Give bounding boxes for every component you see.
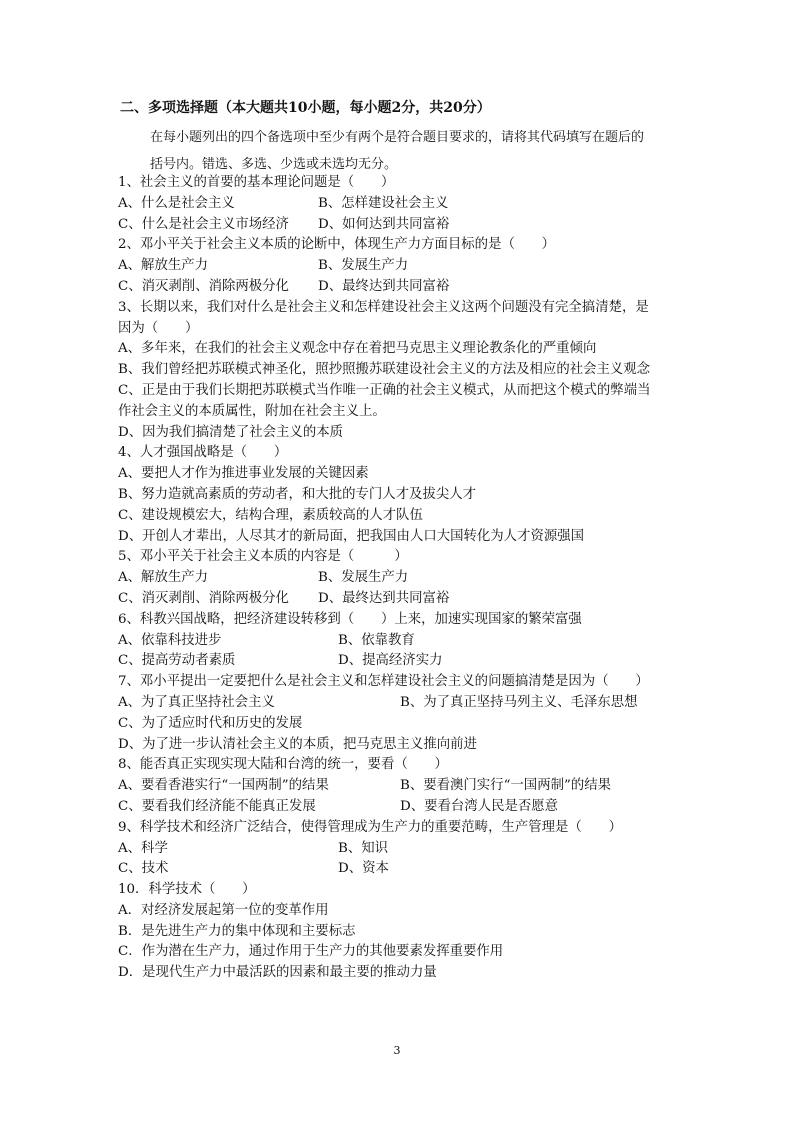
question-line [118,527,678,548]
line-text: A、多年来，在我们的社会主义观念中存在着把马克思主义理论教条化的严重倾向 [118,341,597,357]
question-line [118,235,678,256]
question-line [118,423,678,444]
question-line [118,464,678,485]
question-list [118,173,678,984]
line-text: 3、长期以来，我们对什么是社会主义和怎样建设社会主义这两个问题没有完全搞清楚，是 [118,299,649,315]
question-line [118,651,678,672]
question-line [118,839,678,860]
question-line [118,755,678,776]
line-text: C、为了适应时代和历史的发展 [118,715,303,731]
question-line [118,631,678,652]
line-text: 作社会主义的本质属性，附加在社会主义上。 [118,403,386,419]
option-second-column: B、知识 [338,840,389,856]
line-text: 5、邓小平关于社会主义本质的内容是（ ） [118,549,408,565]
line-text: 8、能否真正实现实现大陆和台湾的统一，要看（ ） [118,757,448,773]
line-text: D、因为我们搞清楚了社会主义的本质 [118,424,343,440]
question-line [118,194,678,215]
line-text: B、努力造就高素质的劳动者，和大批的专门人才及拔尖人才 [118,486,476,502]
question-line [118,443,678,464]
line-text: A、科学 [118,840,168,856]
line-text: A、什么是社会主义 [118,195,235,211]
question-line [118,485,678,506]
question-line [118,776,678,797]
question-line [118,922,678,943]
question-line [118,360,678,381]
option-second-column: D、提高经济实力 [338,653,443,669]
line-text: 6、科教兴国战略，把经济建设转移到（ ）上来，加速实现国家的繁荣富强 [118,611,582,627]
line-text: A．对经济发展起第一位的变革作用 [118,902,329,918]
option-second-column: B、为了真正坚持马列主义、毛泽东思想 [400,694,638,710]
question-line [118,381,678,402]
line-text: 2、邓小平关于社会主义本质的论断中，体现生产力方面目标的是（ ） [118,237,556,253]
line-text: A、依靠科技进步 [118,632,222,648]
line-text: C、建设规模宏大，结构合理，素质较高的人才队伍 [118,507,423,523]
line-text: A、解放生产力 [118,258,209,274]
question-line [118,319,678,340]
line-text: A、要看香港实行“一国两制”的结果 [118,778,329,794]
question-line [118,672,678,693]
line-text: 因为（ ） [118,320,199,336]
question-line [118,589,678,610]
line-text: D、开创人才辈出，人尽其才的新局面，把我国由人口大国转化为人才资源强国 [118,528,585,544]
question-line [118,298,678,319]
line-text: D．是现代生产力中最活跃的因素和最主要的推动力量 [118,965,437,981]
question-line [118,277,678,298]
line-text: C、正是由于我们长期把苏联模式当作唯一正确的社会主义模式，从而把这个模式的弊端当 [118,382,651,398]
question-line [118,215,678,236]
question-line [118,735,678,756]
line-text: 9、科学技术和经济广泛结合，使得管理成为生产力的重要范畴，生产管理是（ ） [118,819,622,835]
line-text: A、要把人才作为推进事业发展的关键因素 [118,466,369,482]
line-text: C、要看我们经济能不能真正发展 [118,798,316,814]
question-line [118,942,678,963]
line-text: C、消灭剥削、消除两极分化 [118,590,289,606]
question-line [118,880,678,901]
line-text: 4、人才强国战略是（ ） [118,445,288,461]
option-second-column: B、发展生产力 [318,570,409,586]
line-text: 10．科学技术（ ） [118,882,256,898]
instructions-line-2: 括号内。错选、多选、少选或未选均无分。 [150,157,398,172]
option-second-column: B、要看澳门实行“一国两制”的结果 [400,778,611,794]
section-title: 二、多项选择题（本大题共10小题，每小题2分，共20分） [120,100,491,116]
question-line [118,506,678,527]
option-second-column: B、怎样建设社会主义 [318,195,449,211]
line-text: 7、邓小平提出一定要把什么是社会主义和怎样建设社会主义的问题搞清楚是因为（ ） [118,674,649,690]
line-text: B．是先进生产力的集中体现和主要标志 [118,923,356,939]
question-line [118,610,678,631]
question-line [118,256,678,277]
question-line [118,963,678,984]
question-line [118,568,678,589]
question-line [118,693,678,714]
page-number: 3 [393,1044,401,1057]
question-line [118,714,678,735]
question-line [118,173,678,194]
option-second-column: B、发展生产力 [318,258,409,274]
question-line [118,859,678,880]
line-text: C、消灭剥削、消除两极分化 [118,278,289,294]
option-second-column: D、最终达到共同富裕 [318,278,450,294]
line-text: C、技术 [118,861,169,877]
option-second-column: D、资本 [338,861,389,877]
option-second-column: D、要看台湾人民是否愿意 [400,798,559,814]
line-text: C．作为潜在生产力，通过作用于生产力的其他要素发挥重要作用 [118,944,504,960]
question-line [118,339,678,360]
line-text: C、什么是社会主义市场经济 [118,216,289,232]
line-text: B、我们曾经把苏联模式神圣化，照抄照搬苏联建设社会主义的方法及相应的社会主义观念 [118,362,651,378]
option-second-column: B、依靠教育 [338,632,415,648]
line-text: A、为了真正坚持社会主义 [118,694,275,710]
question-line [118,901,678,922]
question-line [118,797,678,818]
question-line [118,402,678,423]
option-second-column: D、如何达到共同富裕 [318,216,450,232]
line-text: 1、社会主义的首要的基本理论问题是（ ） [118,175,395,190]
line-text: D、为了进一步认清社会主义的本质，把马克思主义推向前进 [118,736,477,752]
question-line [118,818,678,839]
question-line [118,547,678,568]
line-text: C、提高劳动者素质 [118,653,236,669]
line-text: A、解放生产力 [118,570,209,586]
instructions-line-1: 在每小题列出的四个备选项中至少有两个是符合题目要求的，请将其代码填写在题后的 [150,130,645,145]
option-second-column: D、最终达到共同富裕 [318,590,450,606]
